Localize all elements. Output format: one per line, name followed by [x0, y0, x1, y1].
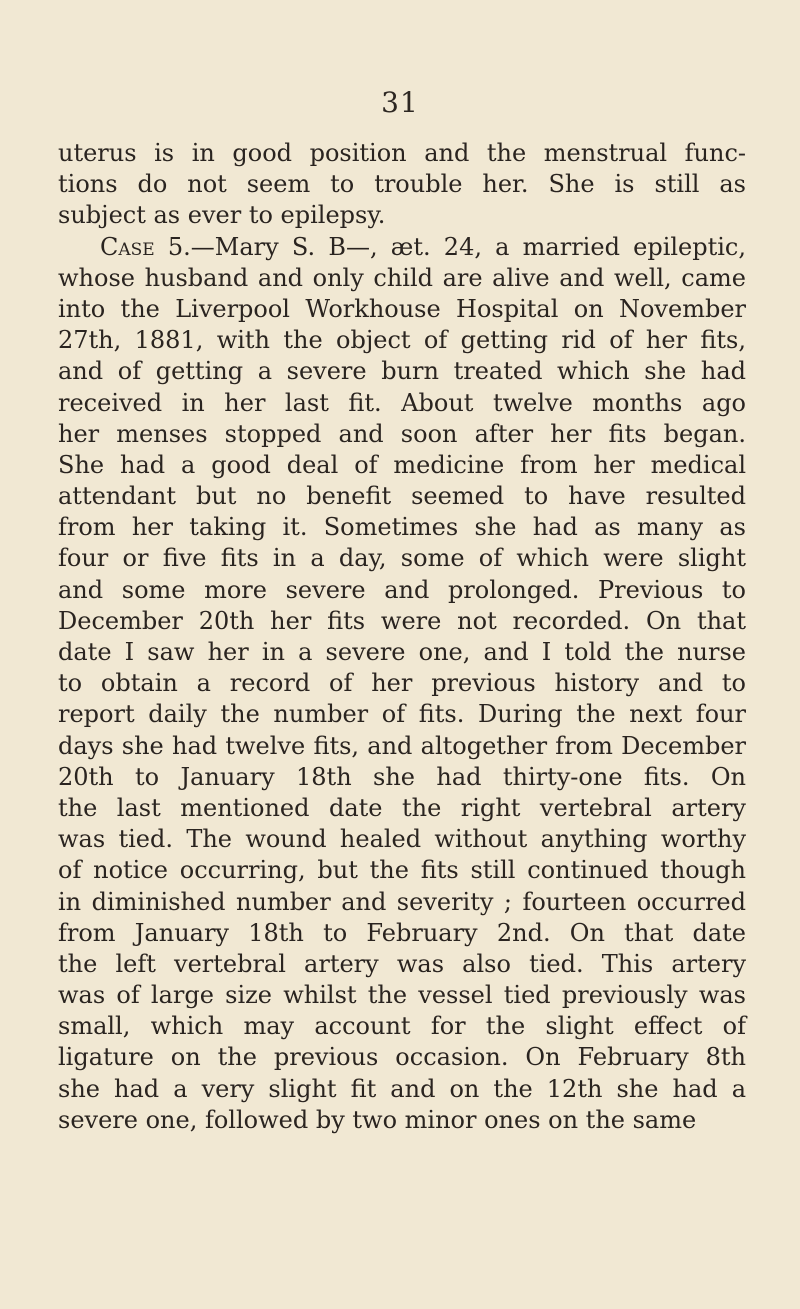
text-line: attendant but no benefit seemed to have resulted	[58, 482, 746, 511]
text-line: in diminished number and severity ; fourteen occurred	[58, 887, 746, 916]
text-line: December 20th her fits were not recorded. On that	[58, 606, 746, 635]
text-line: of notice occurring, but the fits still continued though	[58, 856, 746, 885]
case-label: Case 5.	[100, 232, 191, 261]
text-line: the last mentioned date the right vertebral artery	[58, 793, 746, 822]
body-text	[58, 138, 746, 1136]
text-line: severe one, followed by two minor ones on the same	[58, 1105, 697, 1134]
text-line: from her taking it. Sometimes she had as many as	[58, 513, 746, 542]
text-line: 20th to January 18th she had thirty-one fits. On	[58, 762, 746, 791]
page-number: 31	[381, 86, 419, 119]
text-line: was tied. The wound healed without anything worthy	[58, 825, 746, 854]
text-line: and some more severe and prolonged. Previous to	[58, 575, 746, 604]
text-line: whose husband and only child are alive and well, came	[58, 263, 746, 292]
text-line: small, which may account for the slight effect of	[58, 1012, 746, 1041]
text-line: 27th, 1881, with the object of getting rid of her fits,	[58, 326, 746, 355]
case-heading-line	[58, 232, 746, 263]
text-line: and of getting a severe burn treated which she had	[58, 357, 746, 386]
text-line: into the Liverpool Workhouse Hospital on November	[58, 294, 746, 323]
text-line: subject as ever to epilepsy.	[58, 201, 386, 230]
text-line: She had a good deal of medicine from her medical	[58, 450, 746, 479]
text-line: date I saw her in a severe one, and I told the nurse	[58, 638, 746, 666]
text-line: report daily the number of fits. During the next four	[58, 700, 746, 729]
text-line: four or five fits in a day, some of which were slight	[58, 544, 746, 573]
text-line: to obtain a record of her previous history and to	[58, 669, 746, 698]
text-line: was of large size whilst the vessel tied previously was	[58, 981, 746, 1010]
text-line: uterus is in good position and the menstrual func-	[58, 139, 746, 167]
case-intro: —Mary S. B—, æt. 24, a married epileptic,	[190, 232, 746, 261]
text-line: she had a very slight fit and on the 12th she had a	[58, 1074, 746, 1103]
text-line: her menses stopped and soon after her fits began.	[58, 419, 746, 448]
text-line: received in her last fit. About twelve months ago	[58, 388, 746, 417]
text-line: days she had twelve fits, and altogether from December	[58, 731, 746, 760]
text-line: from January 18th to February 2nd. On that date	[58, 918, 746, 947]
text-line: ligature on the previous occasion. On February 8th	[58, 1043, 746, 1072]
text-line: the left vertebral artery was also tied. This artery	[58, 949, 746, 978]
text-line: tions do not seem to trouble her. She is still as	[58, 170, 746, 199]
